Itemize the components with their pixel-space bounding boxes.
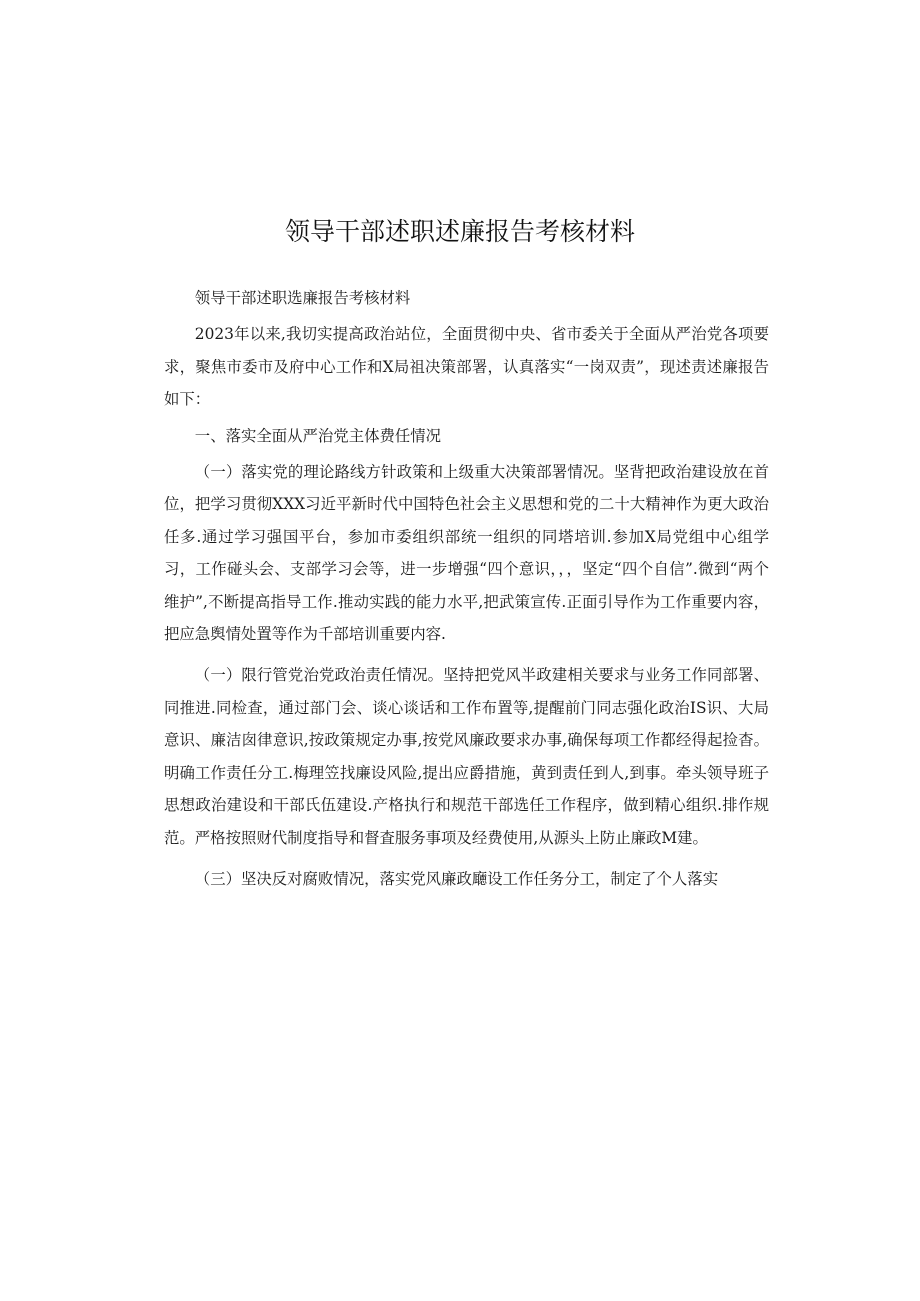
- subsection-paragraph-1: （一）落实党的理论路线方针政策和上级重大决策部署情况。坚背把政治建设放在首位，把学习贯彻XXX习近平新时代中国特色社会主义思想和党的二十大精神作为更大政治任多.通过学习强国平台，参加市委组织部统一组织的同塔培训.参加X局党组中心组学习，工作碰头会、支部学习会等，进一步增强“四个意识，，，坚定“四个自信”.微到“两个维护”,不断提高指导工作.推动实践的能力水平,把武策宣传.正面引导作为工作重要内容，把应急舆情处置等作为千部培训重要内容.: [164, 463, 769, 644]
- subsection-paragraph-3: （三）坚决反对腐败情况，落实党风廉政廰设工作任务分工，制定了个人落实: [194, 869, 719, 888]
- subtitle-paragraph: 领导干部述职选廉报告考核材料: [194, 289, 411, 307]
- section-heading-1: 一、落实全面从严治党主体费任情况: [194, 426, 442, 445]
- document-title: 领导干部述职述廉报告考核材料: [284, 217, 635, 246]
- intro-paragraph: 2023年以来,我切实提高政治站位，全面贯彻中央、省市委关于全面从严治党各项要求，聚焦市委市及府中心工作和X局祖决策部署，认真落实“一岗双责”，现述责述廉报告如下：: [164, 325, 769, 409]
- subsection-paragraph-2: （一）限行管党治党政治责任情况。坚持把党风半政建相关要求与业务工作同部署、同推进.同检查，通过部门会、谈心谈话和工作布置等,提醒前门同志强化政治IS识、大局意识、廉洁囱律意识,按政策规定办事,按党风廉政要求办事,确保每项工作都经得起捡杳。明确工作责任分工.梅理笠找廉设风险,提出应爵措施，黄到责任到人,到事。牵头领导班子思想政治建设和干部氏伍建设.产格执行和规范干部选任工作程序，做到精心组织.排作规范。严格按照财代制度指导和督査服务事项及经费使用,从源头上防止廉政M建。: [164, 666, 769, 847]
- document-body: [164, 282, 769, 895]
